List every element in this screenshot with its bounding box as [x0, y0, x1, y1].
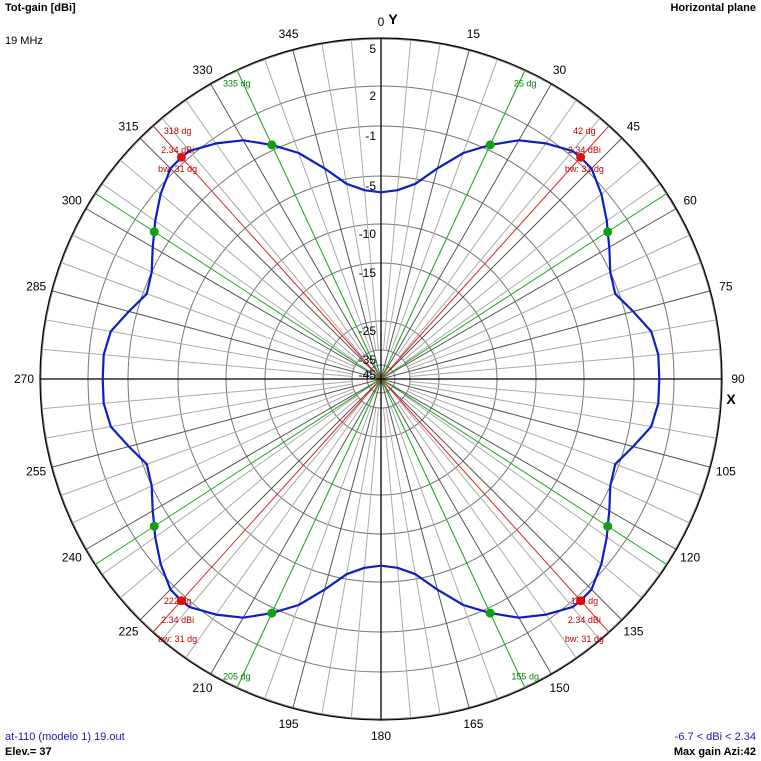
angle-label: 165: [463, 716, 484, 731]
angle-label: 15: [466, 27, 481, 42]
grid-minor-spoke: [407, 391, 690, 523]
beamwidth-marker: [150, 522, 159, 531]
x-axis-label: X: [726, 391, 736, 407]
angle-label: 180: [370, 729, 392, 743]
angle-label: 330: [192, 62, 213, 77]
y-axis-label: Y: [388, 11, 398, 27]
grid-minor-spoke: [120, 160, 359, 361]
angle-label: 210: [192, 681, 213, 696]
max-gain-annotation: 42 dg: [573, 126, 596, 137]
angle-label: 225: [118, 624, 139, 639]
grid-minor-spoke: [45, 384, 352, 438]
beamwidth-marker: [267, 609, 276, 618]
grid-spoke: [52, 379, 381, 467]
angle-label: 75: [719, 279, 733, 294]
max-gain-annotation: 222 dg: [163, 595, 192, 606]
grid-minor-spoke: [120, 398, 359, 599]
grid-minor-spoke: [398, 100, 577, 356]
max-gain-azimuth-label: Max gain Azi:42: [673, 746, 756, 758]
grid-minor-spoke: [72, 391, 355, 523]
angle-label: 30: [552, 62, 567, 77]
beamwidth-annotation: 335 dg: [223, 78, 251, 89]
angle-label: 300: [61, 193, 82, 208]
radial-tick-label: -5: [365, 179, 376, 193]
grid-minor-spoke: [410, 384, 717, 438]
grid-minor-spoke: [403, 160, 642, 361]
max-gain-annotation: 2.34 dBi: [161, 614, 195, 625]
grid-spoke: [381, 379, 710, 467]
elevation-label: Elev.= 37: [5, 746, 52, 758]
beamwidth-marker: [486, 609, 495, 618]
beamwidth-marker: [150, 227, 159, 236]
grid-minor-spoke: [185, 403, 364, 659]
grid-spoke: [381, 291, 710, 379]
radial-tick-label: -35: [358, 353, 376, 367]
beamwidth-annotation: 205 dg: [223, 671, 251, 682]
max-gain-annotation: 2.34 dBi: [567, 614, 601, 625]
grid-minor-spoke: [386, 408, 440, 715]
angle-label: 195: [278, 716, 299, 731]
radial-tick-label: -15: [358, 266, 376, 280]
chart-title: Tot-gain [dBi]: [5, 2, 76, 14]
grid-minor-spoke: [185, 100, 364, 356]
grid-minor-spoke: [407, 235, 690, 367]
max-gain-annotation: bw: 31 dg: [564, 633, 604, 644]
angle-label: 150: [549, 681, 570, 696]
gain-range-label: -6.7 < dBi < 2.34: [674, 731, 756, 743]
grid-spoke: [52, 291, 381, 379]
grid-minor-spoke: [403, 398, 642, 599]
beamwidth-annotation: 155 dg: [511, 671, 539, 682]
plane-label: Horizontal plane: [670, 2, 756, 14]
radial-tick-label: 2: [369, 89, 376, 103]
max-gain-annotation: bw: 31 dg: [158, 633, 198, 644]
radial-tick-label: -10: [358, 227, 376, 241]
grid-minor-spoke: [322, 43, 376, 350]
grid-minor-spoke: [322, 408, 376, 715]
angle-label: 60: [683, 193, 697, 208]
angle-label: 135: [623, 624, 644, 639]
angle-label: 240: [61, 550, 82, 565]
angle-label: 285: [26, 279, 47, 294]
max-gain-annotation: bw: 31 dg: [564, 164, 604, 175]
max-gain-annotation: bw: 31 dg: [158, 164, 198, 175]
radial-tick-label: -45: [358, 368, 376, 382]
beamwidth-marker: [603, 227, 612, 236]
grid-minor-spoke: [386, 43, 440, 350]
grid-minor-spoke: [410, 320, 717, 374]
grid-minor-spoke: [45, 320, 352, 374]
angle-label: 315: [118, 119, 139, 134]
beamwidth-marker: [603, 522, 612, 531]
beamwidth-annotation: 25 dg: [513, 78, 537, 89]
angle-label: 255: [26, 464, 47, 479]
max-gain-annotation: 318 dg: [163, 126, 192, 137]
grid-minor-spoke: [72, 235, 355, 367]
angle-label: 0: [377, 15, 385, 29]
radial-tick-label: -1: [365, 129, 376, 143]
max-gain-annotation: 2.34 dBi: [161, 145, 195, 156]
angle-label: 120: [680, 550, 701, 565]
angle-label: 90: [731, 372, 745, 386]
grid-minor-spoke: [162, 401, 363, 640]
angle-label: 270: [13, 372, 35, 386]
angle-label: 345: [278, 27, 299, 42]
beamwidth-marker: [486, 140, 495, 149]
radial-tick-label: -25: [358, 324, 376, 338]
max-gain-annotation: 138 dg: [570, 595, 599, 606]
radial-tick-label: 5: [369, 42, 376, 56]
grid-minor-spoke: [398, 403, 577, 659]
beamwidth-marker: [267, 140, 276, 149]
max-gain-annotation: 2.34 dBi: [567, 145, 601, 156]
angle-label: 45: [626, 119, 641, 134]
angle-label: 105: [715, 464, 736, 479]
output-file-label: at-110 (modelo 1) 19.out: [5, 731, 125, 743]
frequency-label: 19 MHz: [5, 35, 43, 47]
